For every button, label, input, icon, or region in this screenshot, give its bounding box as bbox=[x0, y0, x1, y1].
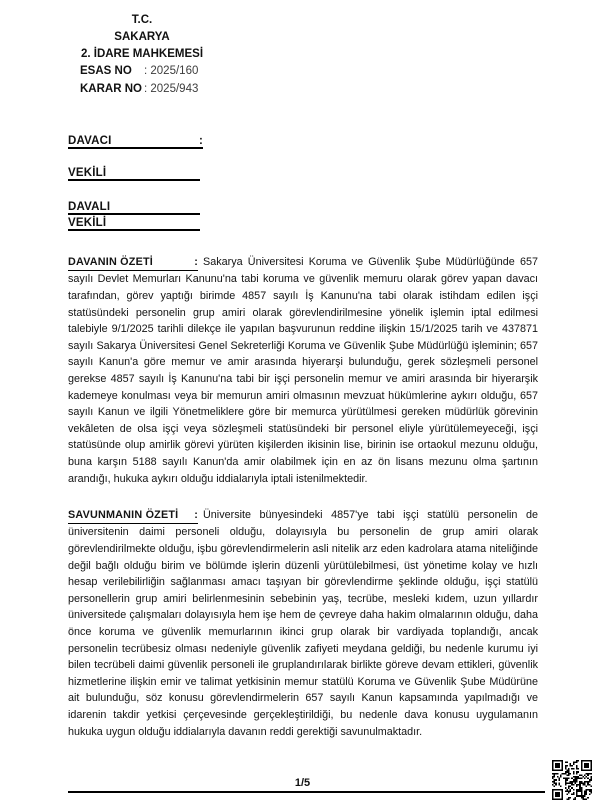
court-header bbox=[80, 12, 204, 98]
plaintiff-colon: : bbox=[198, 135, 203, 147]
plaintiff-attorney-row bbox=[68, 163, 200, 181]
plaintiff-attorney-label: VEKİLİ bbox=[68, 167, 107, 179]
plaintiff-label: DAVACI bbox=[68, 135, 112, 147]
case-summary-label: DAVANIN ÖZETİ bbox=[68, 255, 153, 268]
case-summary-label-box bbox=[68, 254, 198, 272]
karar-no-value: : 2025/943 bbox=[144, 83, 199, 95]
defendant-attorney-label: VEKİLİ bbox=[68, 217, 107, 229]
karar-no-label: KARAR NO bbox=[80, 83, 142, 95]
esas-no-label: ESAS NO bbox=[80, 65, 132, 77]
plaintiff-attorney-label-box bbox=[68, 164, 200, 181]
defense-summary-colon: : bbox=[194, 508, 198, 521]
qr-code-icon bbox=[552, 760, 592, 800]
karar-no-row bbox=[80, 81, 204, 98]
defendant-attorney-row bbox=[68, 213, 200, 231]
plaintiff-label-box bbox=[68, 132, 203, 149]
footer-divider bbox=[68, 791, 545, 793]
plaintiff-row bbox=[68, 131, 203, 149]
esas-no-value: : 2025/160 bbox=[144, 65, 199, 77]
court-name: 2. İDARE MAHKEMESİ bbox=[80, 48, 204, 60]
defendant-attorney-label-box bbox=[68, 214, 200, 231]
defendant-label: DAVALI bbox=[68, 201, 111, 213]
defense-summary-label-box bbox=[68, 507, 198, 525]
defense-summary-label: SAVUNMANIN ÖZETİ bbox=[68, 508, 179, 521]
court-city: SAKARYA bbox=[114, 31, 170, 43]
case-summary-text: Sakarya Üniversitesi Koruma ve Güvenlik Şube Müdürlüğünde 657 sayılı Devlet Memurları Kanunu'na tabi koruma ve güvenlik memuru olarak görev yapan davacı tarafından, görev yaptığı birimde 4857 sayılı İş Kanunu'na tabi olarak istihdam edilen işçi statüsündeki personelin grup amiri olarak görevlendirilmesine yönelik işlemin iptal edilmesi talebiyle 9/1/2025 tarihli dilekçe ile yapılan başvurunun reddine ilişkin 15/1/2025 tarih ve 437871 sayılı Sakarya Üniversitesi Genel Sekreterliği Koruma ve Güvenlik Şube Müdürlüğü işleminin; 657 sayılı Kanun'a göre memur ve amir arasında hiyerarşi bulunduğu, gerek sözleşmeli personel gerekse 4857 sayılı İş Kanunu'na tabi bir işçi personelin memur ve amiri arasında bir hiyerarşik kademeye konulması veya bir memurun amiri olmasının mevzuat hükümlerine aykırı olduğu, 657 sayılı Kanun ve ilgili Yönetmeliklere göre bir memurca yürütülmesi gereken müdürlük görevinin vekâleten de olsa işçi veya sözleşmeli statüsündeki bir personel eliyle yürütülemeyeceği, işçi statüsünde olup amirlik görevi yürüten kişilerden ikisinin lise, birinin ise ortaokul mezunu olduğu, buna karşın 5188 sayılı Kanun'da amir olabilmek için en az ön lisans mezunu olma şartının arandığı, hukuka aykırı olduğu iddialarıyla iptali istenilmektedir. bbox=[68, 255, 538, 485]
page-number: 1/5 bbox=[294, 777, 311, 789]
republic-abbreviation: T.C. bbox=[131, 14, 153, 26]
case-summary-colon: : bbox=[194, 255, 198, 268]
defense-summary-paragraph bbox=[68, 507, 538, 740]
defense-summary-text: Üniversite bünyesindeki 4857'ye tabi işçi statülü personelin de üniversitenin daimi personeli olduğu, dolayısıyla bu personelin de grup amiri olarak görevlendirilmekte olduğu, işbu görevlendirmelerin asli nitelik arz eden kadrolara atama niteliğinde değil bağlı olduğu birim ve bölümde işlerin düzenli yürütülebilmesi, üst yönetime kolay ve hızlı hesap verilebilirliğin sağlanması amacı taşıyan bir görevlendirme şeklinde olduğu, işçi statülü personellerin grup amiri belirlenmesinin sebebinin yaş, tecrübe, mesleki kıdem, uzun yıllardır üniversitede çalışmaları dolayısıyla hem işe hem de çevreye daha hakim olmalarının olduğu, daha önce koruma ve güvenlik memurlarının ikinci grup olarak bir vardiyada toplandığı, ancak personelin tecrübesiz olması nedeniyle güvenlik zafiyeti meydana geldiği, bu nedenle kurumu iyi bilen tecrübeli daimi güvenlik personeli ile gruplandırılarak birlikte göreve devam ettikleri, güvenlik hizmetlerine ilişkin emir ve talimat yetkisinin memur statülü Koruma ve Güvenlik Şube Müdürüne ait bulunduğu, söz konusu görevlendirmelerin 657 sayılı Kanun kapsamında yapılmadığı ve idarenin takdir yetkisi çerçevesinde gerçekleştirildiği, bu nedenle dava konusu uygulamanın hukuka uygun olduğu iddialarıyla davanın reddi gerektiği savunulmaktadır. bbox=[68, 508, 538, 738]
case-summary-paragraph bbox=[68, 254, 538, 487]
esas-no-row bbox=[80, 63, 204, 80]
